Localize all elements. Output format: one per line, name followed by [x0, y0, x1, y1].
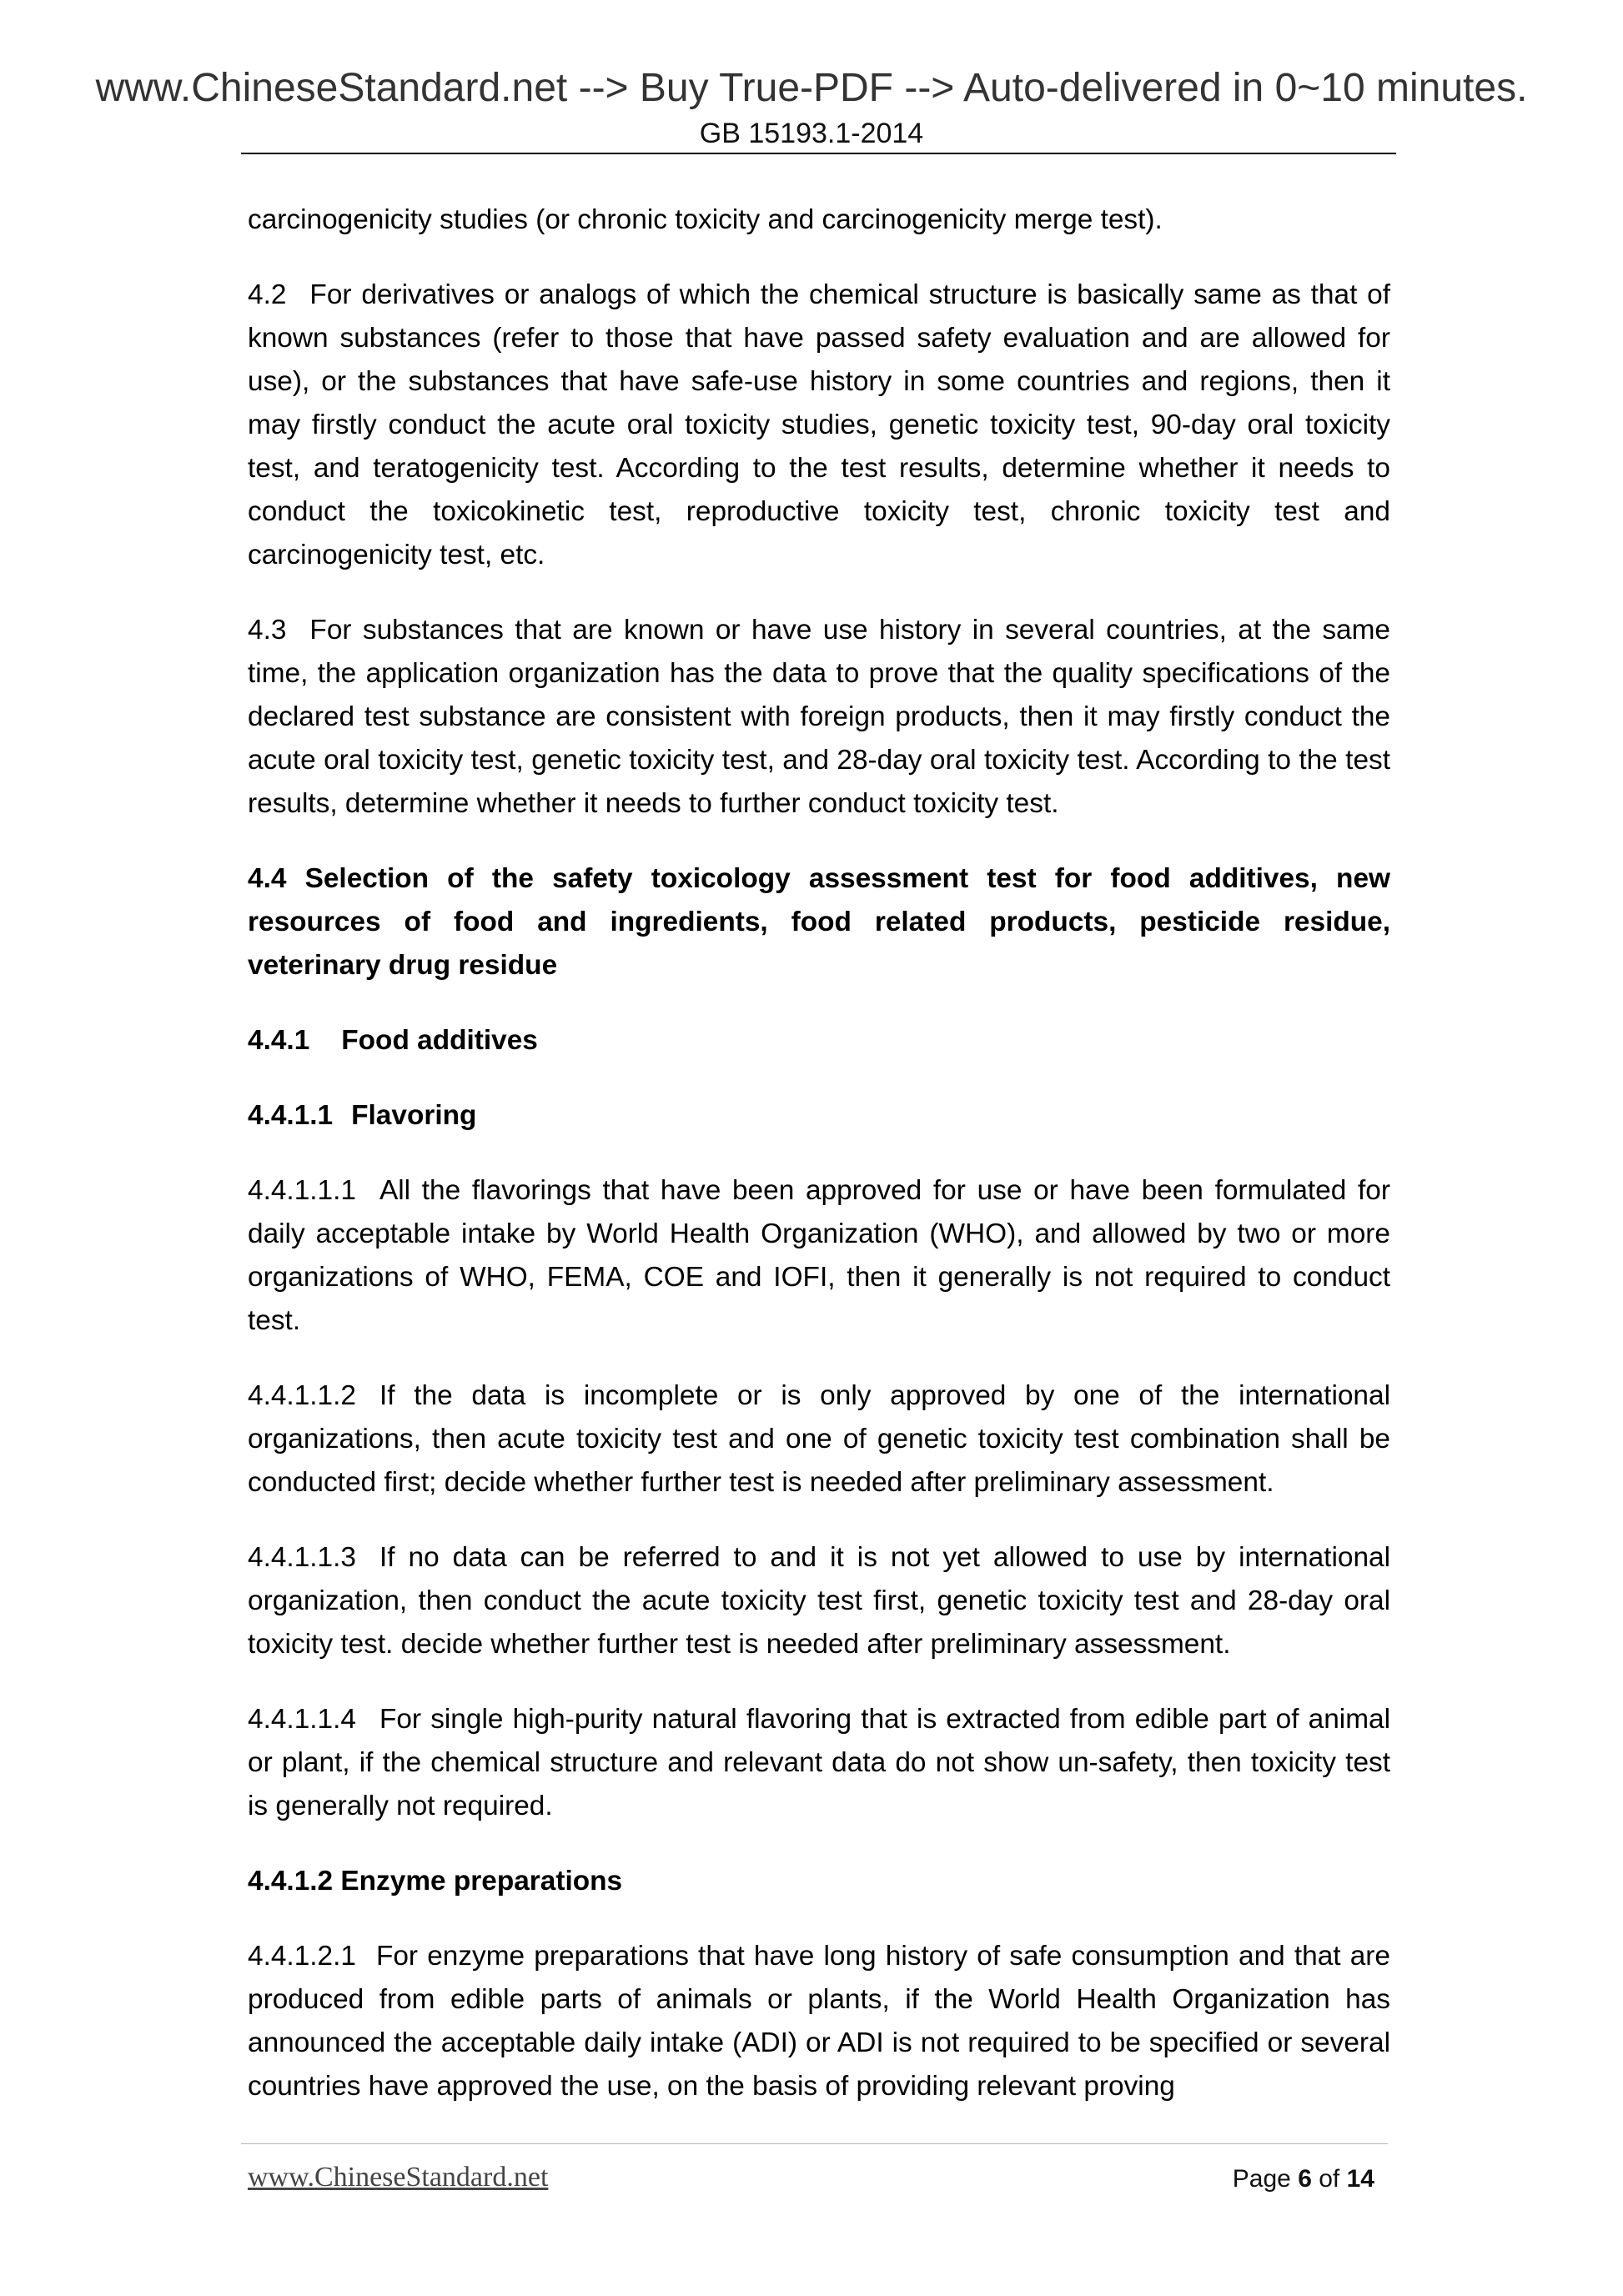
document-body [248, 198, 1390, 2108]
footer-site-link[interactable]: www.ChineseStandard.net [248, 2162, 549, 2193]
paragraph-4-4-1-1-2 [248, 1374, 1390, 1505]
clause-text: All the flavorings that have been approved for use or have been formulated for daily acceptable intake by World Health Organization (WHO), and allowed by two or more organizations of WHO, FEMA, COE and IOFI, then it generally is not required to conduct test. [248, 1175, 1390, 1336]
paragraph-4-4-1-2-1 [248, 1935, 1390, 2108]
clause-number: 4.4.1.1.3 [248, 1542, 356, 1573]
clause-number: 4.4.1.1.2 [248, 1380, 356, 1411]
header-divider [241, 153, 1396, 154]
heading-4-4-1-2: 4.4.1.2 Enzyme preparations [248, 1866, 623, 1897]
heading-4-4-1-1 [248, 1094, 1390, 1138]
clause-number: 4.4.1.1 [248, 1100, 334, 1131]
page-label: Page [1232, 2165, 1291, 2193]
heading-text: Food additives [341, 1025, 538, 1056]
clause-number: 4.4.1.2.1 [248, 1941, 356, 1972]
page-of: of [1319, 2165, 1340, 2193]
standard-code: GB 15193.1-2014 [699, 118, 924, 149]
banner-link[interactable]: www.ChineseStandard.net --> Buy True-PDF --> Auto-delivered in 0~10 minutes. [95, 66, 1528, 110]
page-number [1233, 2163, 1374, 2196]
page-total: 14 [1346, 2165, 1374, 2193]
clause-number: 4.4.1.1.4 [248, 1704, 356, 1735]
paragraph-4-3 [248, 609, 1390, 826]
paragraph-4-4-1-1-1 [248, 1169, 1390, 1343]
paragraph-4-4-1-1-4 [248, 1698, 1390, 1828]
clause-number: 4.4.1 [248, 1025, 310, 1056]
clause-text: For single high-purity natural flavoring that is extracted from edible part of animal or plant, if the chemical structure and relevant data do not show un-safety, then toxicity test is generally not required. [248, 1704, 1390, 1821]
clause-number: 4.3 [248, 615, 287, 646]
heading-text: Flavoring [351, 1100, 477, 1131]
clause-text: For derivatives or analogs of which the chemical structure is basically same as that of known substances (refer to those that have passed safety evaluation and are allowed for use), or the substances that have safe-use history in some countries and regions, then it may firstly conduct the acute oral toxicity studies, genetic toxicity test, 90-day oral toxicity test, and teratogenicity test. According to the test results, determine whether it needs to conduct the toxicokinetic test, reproductive toxicity test, chronic toxicity test and carcinogenicity test, etc. [248, 279, 1390, 570]
paragraph-continuation: carcinogenicity studies (or chronic toxicity and carcinogenicity merge test). [248, 204, 1163, 235]
clause-text: If no data can be referred to and it is not yet allowed to use by international organization, then conduct the acute toxicity test first, genetic toxicity test and 28-day oral toxicity test. decide whether further test is needed after preliminary assessment. [248, 1542, 1390, 1660]
clause-text: For enzyme preparations that have long history of safe consumption and that are produced from edible parts of animals or plants, if the World Health Organization has announced the acceptable daily intake (ADI) or ADI is not required to be specified or several countries have approved the use, on the basis of providing relevant proving [248, 1941, 1390, 2102]
clause-text: If the data is incomplete or is only approved by one of the international organizations, then acute toxicity test and one of genetic toxicity test combination shall be conducted first; decide whether further test is needed after preliminary assessment. [248, 1380, 1390, 1498]
paragraph-4-4-1-1-3 [248, 1536, 1390, 1666]
clause-number: 4.4.1.1.1 [248, 1175, 356, 1206]
heading-4-4: 4.4 Selection of the safety toxicology assessment test for food additives, new resources of food and ingredients, food related products, pesticide residue, veterinary drug residue [248, 863, 1390, 981]
page-current: 6 [1298, 2165, 1312, 2193]
clause-text: For substances that are known or have use history in several countries, at the same time, the application organization has the data to prove that the quality specifications of the declared test substance are consistent with foreign products, then it may firstly conduct the acute oral toxicity test, genetic toxicity test, and 28-day oral toxicity test. According to the test results, determine whether it needs to further conduct toxicity test. [248, 615, 1390, 819]
clause-number: 4.2 [248, 279, 287, 310]
paragraph-4-2 [248, 274, 1390, 577]
footer-divider [241, 2143, 1388, 2144]
heading-4-4-1 [248, 1019, 1390, 1063]
